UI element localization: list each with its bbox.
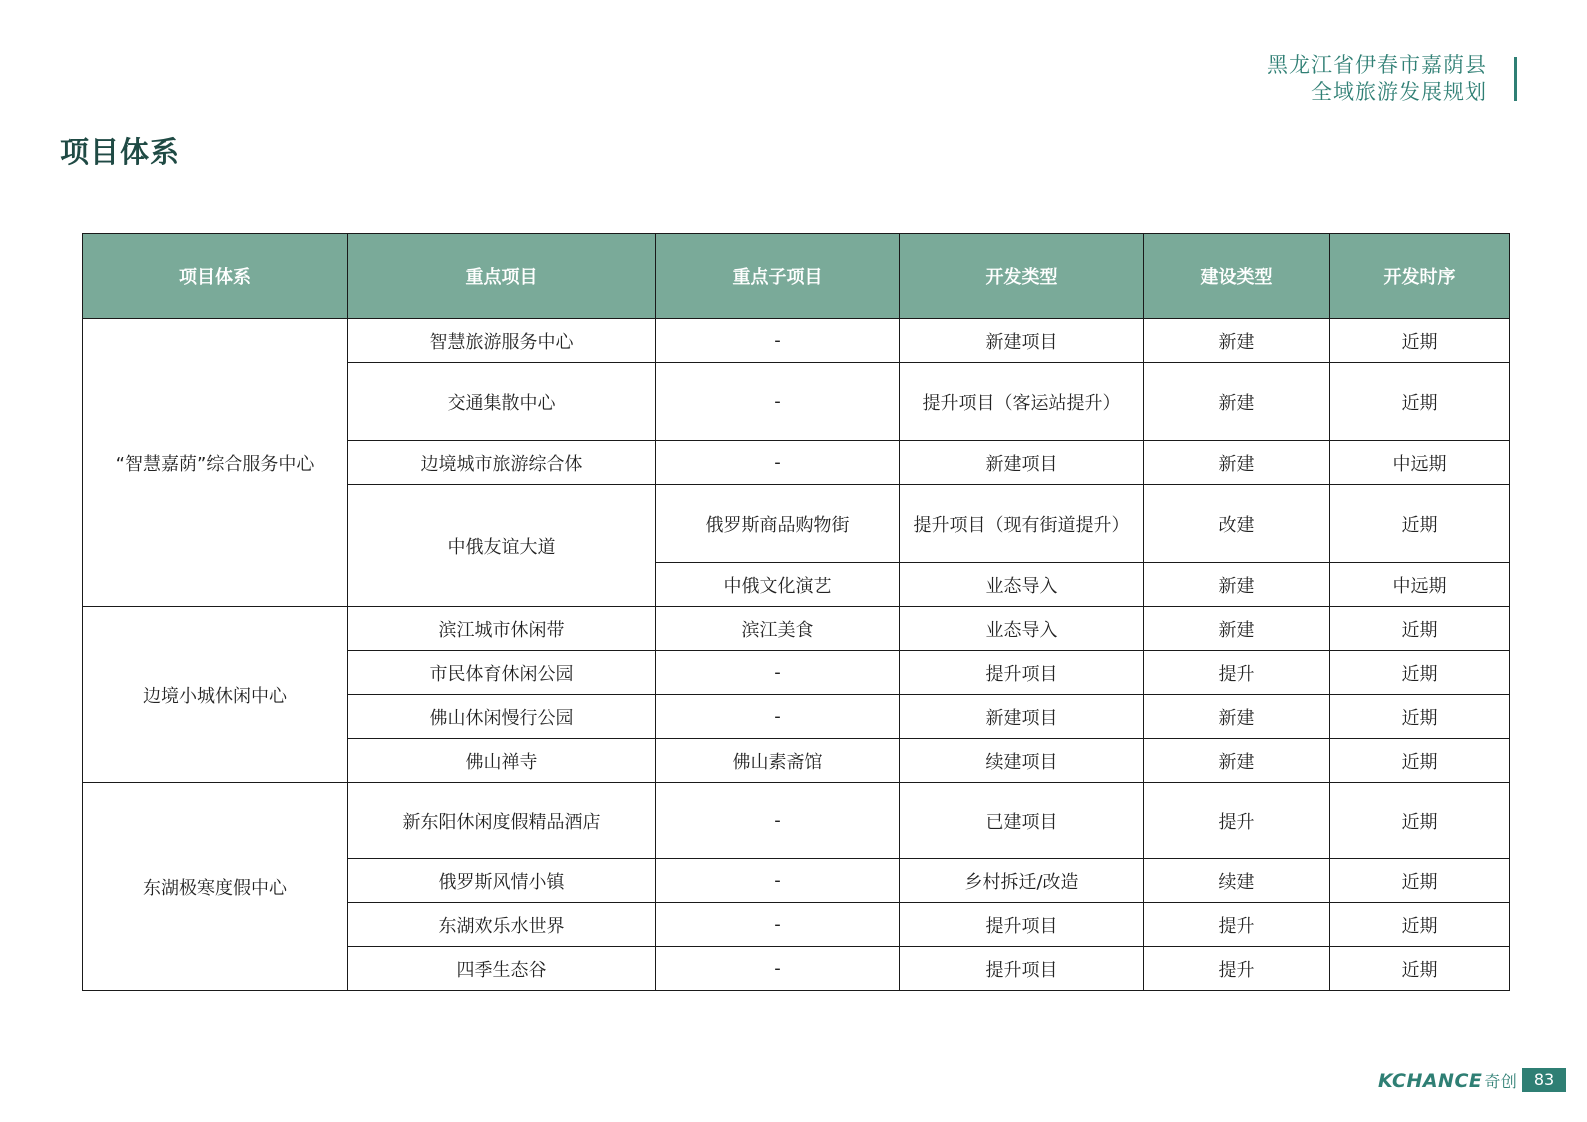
key-project-cell: 佛山休闲慢行公园 — [348, 695, 656, 739]
timing-cell: 近期 — [1330, 363, 1510, 441]
dev-type-cell: 业态导入 — [900, 607, 1144, 651]
build-type-cell: 提升 — [1144, 903, 1330, 947]
timing-cell: 近期 — [1330, 739, 1510, 783]
header-title-line-2: 全域旅游发展规划 — [1311, 80, 1487, 104]
sub-project-cell: - — [656, 783, 900, 859]
dev-type-cell: 续建项目 — [900, 739, 1144, 783]
timing-cell: 近期 — [1330, 903, 1510, 947]
system-cell: “智慧嘉荫”综合服务中心 — [83, 319, 348, 607]
dev-type-cell: 提升项目 — [900, 903, 1144, 947]
dev-type-cell: 已建项目 — [900, 783, 1144, 859]
table-row — [83, 783, 1510, 859]
build-type-cell: 续建 — [1144, 859, 1330, 903]
sub-project-cell: 俄罗斯商品购物街 — [656, 485, 900, 563]
sub-project-cell: - — [656, 363, 900, 441]
key-project-cell: 市民体育休闲公园 — [348, 651, 656, 695]
header-title-line-1: 黑龙江省伊春市嘉荫县 — [1267, 53, 1487, 77]
dev-type-cell: 提升项目 — [900, 651, 1144, 695]
sub-project-cell: - — [656, 859, 900, 903]
brand-logo-latin: KCHANCE — [1378, 1070, 1483, 1092]
timing-cell: 近期 — [1330, 859, 1510, 903]
build-type-cell: 提升 — [1144, 651, 1330, 695]
key-project-cell: 俄罗斯风情小镇 — [348, 859, 656, 903]
project-system-table — [82, 233, 1510, 991]
column-header-key-project: 重点项目 — [348, 234, 656, 319]
sub-project-cell: - — [656, 903, 900, 947]
build-type-cell: 新建 — [1144, 563, 1330, 607]
brand-logo — [1378, 1069, 1517, 1092]
key-project-cell: 边境城市旅游综合体 — [348, 441, 656, 485]
sub-project-cell: - — [656, 947, 900, 991]
system-cell: 边境小城休闲中心 — [83, 607, 348, 783]
key-project-cell: 中俄友谊大道 — [348, 485, 656, 607]
column-header-build-type: 建设类型 — [1144, 234, 1330, 319]
table-row — [83, 319, 1510, 363]
timing-cell: 近期 — [1330, 485, 1510, 563]
dev-type-cell: 提升项目（客运站提升） — [900, 363, 1144, 441]
table-row — [83, 607, 1510, 651]
sub-project-cell: - — [656, 441, 900, 485]
page-number: 83 — [1522, 1068, 1566, 1092]
timing-cell: 近期 — [1330, 319, 1510, 363]
build-type-cell: 提升 — [1144, 783, 1330, 859]
build-type-cell: 新建 — [1144, 363, 1330, 441]
timing-cell: 近期 — [1330, 607, 1510, 651]
dev-type-cell: 乡村拆迁/改造 — [900, 859, 1144, 903]
build-type-cell: 新建 — [1144, 695, 1330, 739]
build-type-cell: 提升 — [1144, 947, 1330, 991]
timing-cell: 近期 — [1330, 783, 1510, 859]
sub-project-cell: 滨江美食 — [656, 607, 900, 651]
key-project-cell: 佛山禅寺 — [348, 739, 656, 783]
dev-type-cell: 提升项目（现有街道提升） — [900, 485, 1144, 563]
column-header-timing: 开发时序 — [1330, 234, 1510, 319]
column-header-system: 项目体系 — [83, 234, 348, 319]
build-type-cell: 改建 — [1144, 485, 1330, 563]
column-header-sub-project: 重点子项目 — [656, 234, 900, 319]
table-header-row — [83, 234, 1510, 319]
build-type-cell: 新建 — [1144, 441, 1330, 485]
dev-type-cell: 业态导入 — [900, 563, 1144, 607]
build-type-cell: 新建 — [1144, 319, 1330, 363]
build-type-cell: 新建 — [1144, 607, 1330, 651]
timing-cell: 近期 — [1330, 947, 1510, 991]
build-type-cell: 新建 — [1144, 739, 1330, 783]
key-project-cell: 滨江城市休闲带 — [348, 607, 656, 651]
page-title: 项目体系 — [60, 135, 181, 169]
header-accent-bar — [1514, 57, 1517, 101]
system-cell: 东湖极寒度假中心 — [83, 783, 348, 991]
column-header-dev-type: 开发类型 — [900, 234, 1144, 319]
sub-project-cell: - — [656, 695, 900, 739]
dev-type-cell: 提升项目 — [900, 947, 1144, 991]
dev-type-cell: 新建项目 — [900, 441, 1144, 485]
sub-project-cell: - — [656, 651, 900, 695]
dev-type-cell: 新建项目 — [900, 695, 1144, 739]
timing-cell: 中远期 — [1330, 441, 1510, 485]
brand-logo-cn: 奇创 — [1484, 1072, 1518, 1091]
key-project-cell: 四季生态谷 — [348, 947, 656, 991]
timing-cell: 中远期 — [1330, 563, 1510, 607]
sub-project-cell: 佛山素斋馆 — [656, 739, 900, 783]
dev-type-cell: 新建项目 — [900, 319, 1144, 363]
timing-cell: 近期 — [1330, 695, 1510, 739]
key-project-cell: 东湖欢乐水世界 — [348, 903, 656, 947]
timing-cell: 近期 — [1330, 651, 1510, 695]
key-project-cell: 智慧旅游服务中心 — [348, 319, 656, 363]
key-project-cell: 新东阳休闲度假精品酒店 — [348, 783, 656, 859]
key-project-cell: 交通集散中心 — [348, 363, 656, 441]
sub-project-cell: 中俄文化演艺 — [656, 563, 900, 607]
sub-project-cell: - — [656, 319, 900, 363]
document-header — [1267, 52, 1487, 106]
